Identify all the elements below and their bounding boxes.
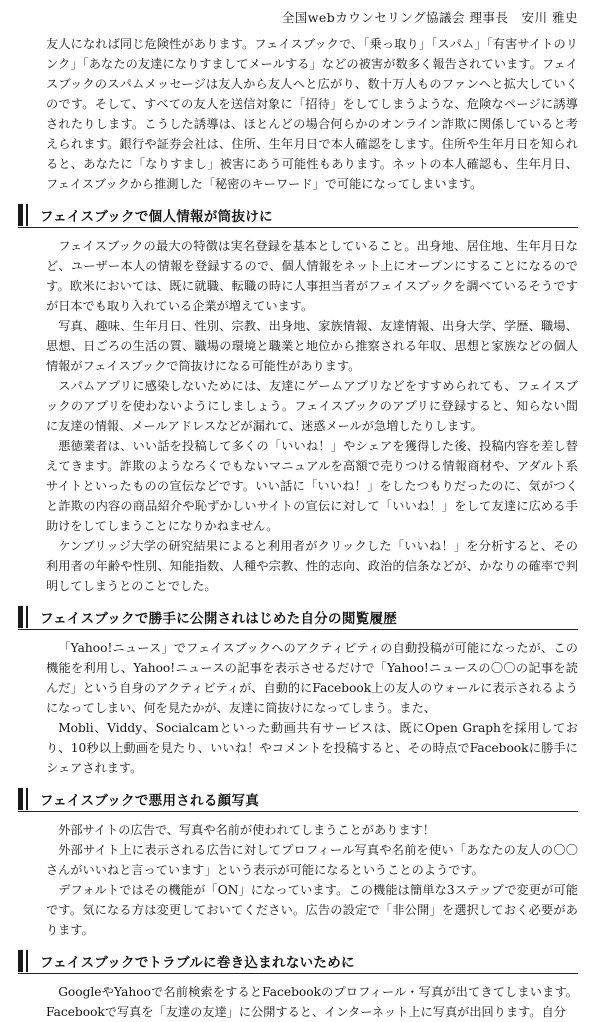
section-paragraph: GoogleやYahooで名前検索をするとFacebookのプロフィール・写真が出てきてしまいます。Facebookで写真を「友達の友達」に公開すると、インターネット上に写真が出回ります。自分 (46, 985, 578, 1019)
intro-paragraph: 友人になれば同じ危険性があります。フェイスブックで、「乗っ取り」「スパム」「有害サイトのリンク」「あなたの友達になりすましてメールする」などの被害が数多く報告されています。フェイスブックのスパムメッセージは友人から友人へと広がり、数十万人ものファンへと拡大していくのです。そして、すべての友人を送信対象に「招待」をしてしまうような、危険なページに誘導されたりします。こうした誘導は、ほとんどの場合何らかのオンライン詐欺に関係していると考えられます。銀行や証券会社は、住所、生年月日で本人確認をします。住所や生年月日を知られると、あなたに「なりすまし」被害にあう可能性もあります。ネットの本人確認も、生年月日、フェイスブックから推測した「秘密のキーワード」で可能になってしまいます。 (46, 37, 578, 191)
section-heading (18, 202, 578, 228)
heading-bar-icon (18, 204, 23, 226)
heading-bar-icon (18, 606, 23, 628)
section-personal-info (40, 202, 578, 596)
section-paragraph: フェイスブックの最大の特徴は実名登録を基本としていること。出身地、居住地、生年月日など、ユーザー本人の情報を登録するので、個人情報をネット上にオープンにすることになるのです。欧米においては、既に就職、転職の時に人事担当者がフェイスブックを調べているそうですが日本でも取り入れている企業が増えています。 (46, 239, 578, 313)
section-heading (18, 604, 578, 630)
heading-bar-icon (26, 606, 28, 628)
section-paragraph: デフォルトではその機能が「ON」になっています。この機能は簡単な3ステップで変更が可能です。気になる方は変更しておいてください。広告の設定で「非公開」を選択しておく必要があります。 (46, 883, 578, 937)
section-title: フェイスブックで勝手に公開されはじめた自分の閲覧履歴 (40, 611, 398, 627)
heading-bar-icon (26, 788, 28, 810)
section-paragraph: 外部サイトの広告で、写真や名前が使われてしまうことがあります！ (58, 823, 435, 837)
section-paragraph: ケンブリッジ大学の研究結果によると利用者がクリックした「いいね！」を分析すると、その利用者の年齢や性別、知能指数、人種や宗教、性的志向、政治的信条などが、かなりの確率で判明してしまうとのことでした。 (46, 539, 578, 593)
section-face-photos (40, 786, 578, 940)
section-title: フェイスブックで悪用される顔写真 (40, 793, 260, 809)
section-paragraph: 外部サイト上に表示される広告に対してプロフィール写真や名前を使い「あなたの友人の〇〇さんがいいねと言っています」という表示が可能になるということのようです。 (46, 843, 578, 877)
section-browsing-history (40, 604, 578, 778)
section-title: フェイスブックでトラブルに巻き込まれないために (40, 955, 355, 971)
heading-bar-icon (26, 204, 28, 226)
section-paragraph: スパムアプリに感染しないためには、友達にゲームアプリなどをすすめられても、フェイスブックのアプリを使わないようにしましょう。フェイスブックのアプリに登録すると、知らない間に友達の情報、メールアドレスなどが漏れて、迷惑メールが急増したりします。 (46, 379, 578, 433)
section-paragraph: Mobli、Viddy、Socialcamといった動画共有サービスは、既にOpen Graphを採用しており、10秒以上動画を見たり、いいね！やコメントを投稿すると、その時点でFacebookに勝手にシェアされます。 (46, 721, 578, 775)
section-paragraph: 写真、趣味、生年月日、性別、宗教、出身地、家族情報、友達情報、出身大学、学歴、職場、思想、日ごろの生活の質、職場の環境と職業と地位から推察される年収、思想と家族などの個人情報がフェイスブックで筒抜けになる可能性があります。 (46, 319, 578, 373)
section-avoid-trouble (40, 948, 578, 1022)
section-title: フェイスブックで個人情報が筒抜けに (40, 209, 273, 225)
heading-bar-icon (18, 788, 23, 810)
section-heading (18, 786, 578, 812)
author-header: 全国webカウンセリング協議会 理事長 安川 雅史 (281, 10, 578, 25)
heading-bar-icon (26, 950, 28, 972)
section-paragraph: 悪徳業者は、いい話を投稿して多くの「いいね！」やシェアを獲得した後、投稿内容を差し替えてきます。詐欺のようなろくでもないマニュアルを高額で売りつける情報商材や、アダルト系サイトといったものの宣伝などです。いい話に「いいね！」をしたつもりだったのに、気がつくと詐欺の内容の商品紹介や恥ずかしいサイトの宣伝に対して「いいね！」をして友達に広める手助けをしてしまうことになりかねません。 (46, 439, 578, 533)
section-paragraph: 「Yahoo!ニュース」でフェイスブックへのアクティビティの自動投稿が可能になったが、この機能を利用し、Yahoo!ニュースの記事を表示させるだけで「Yahoo!ニュースの〇〇の記事を読んだ」という自身のアクティビティが、自動的にFacebook上の友人のウォールに表示されるようになってしまい、何を見たかが、友達に筒抜けになってしまう。また、 (46, 641, 578, 715)
section-heading (18, 948, 578, 974)
heading-bar-icon (18, 950, 23, 972)
